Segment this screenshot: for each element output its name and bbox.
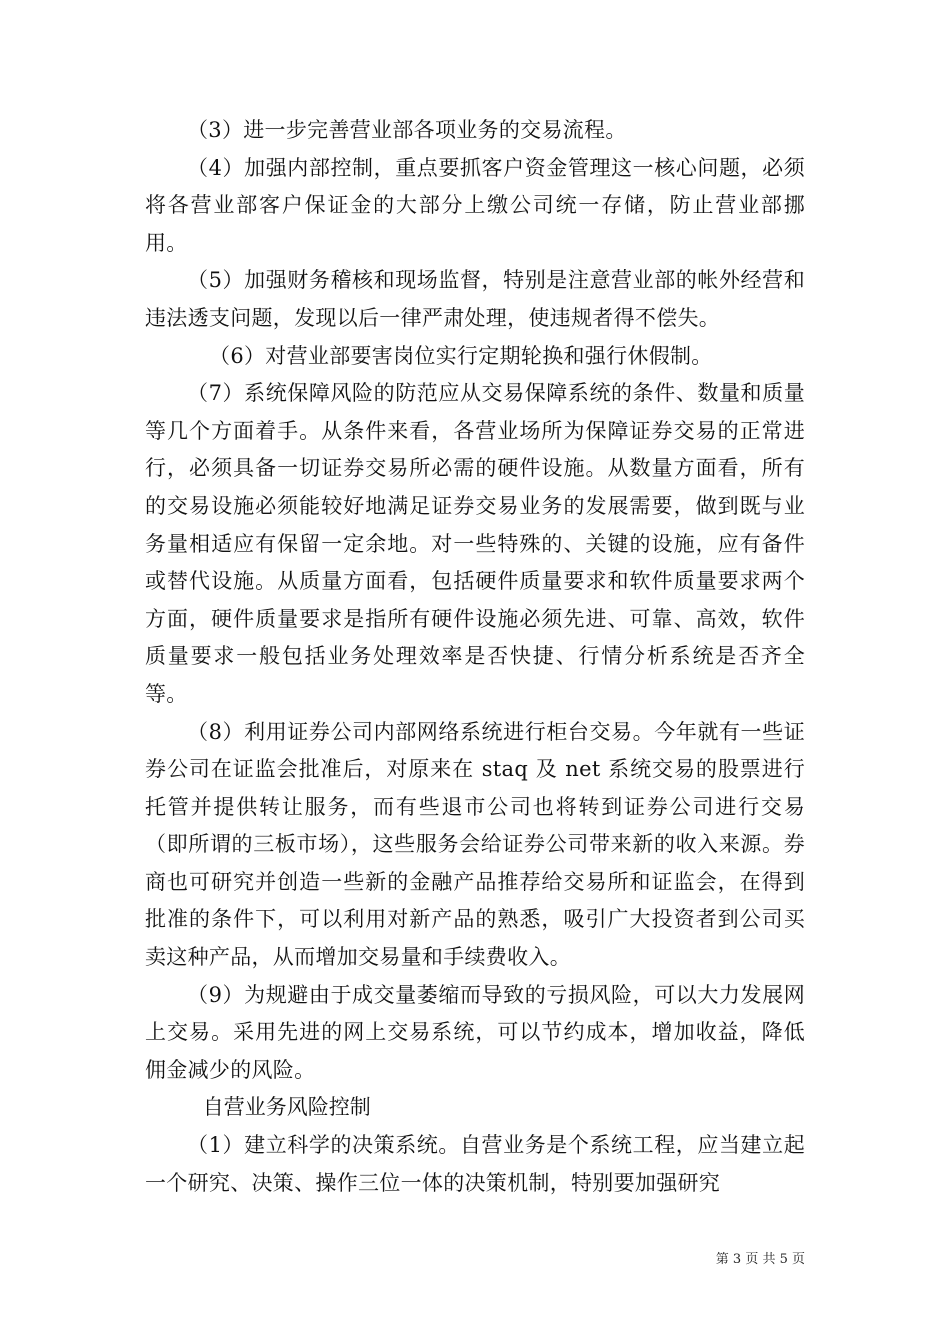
paragraph-item-8: （8）利用证券公司内部网络系统进行柜台交易。今年就有一些证券公司在证监会批准后，对原来在 staq 及 net 系统交易的股票进行托管并提供转让服务，而有些退市公司也将转到证券公司进行交易（即所谓的三板市场），这些服务会给证券公司带来新的收入来源。券商也可研究并创造一些新的金融产品推荐给交易所和证监会，在得到批准的条件下，可以利用对新产品的熟悉，吸引广大投资者到公司买卖这种产品，从而增加交易量和手续费收入。 — [145, 719, 805, 970]
paragraph-item-4: （4）加强内部控制，重点要抓客户资金管理这一核心问题，必须将各营业部客户保证金的大部分上缴公司统一存储，防止营业部挪用。 — [145, 155, 805, 255]
paragraph-item-7: （7）系统保障风险的防范应从交易保障系统的条件、数量和质量等几个方面着手。从条件来看，各营业场所为保障证券交易的正常进行，必须具备一切证券交易所必需的硬件设施。从数量方面看，所有的交易设施必须能较好地满足证券交易业务的发展需要，做到既与业务量相适应有保留一定余地。对一些特殊的、关键的设施，应有备件或替代设施。从质量方面看，包括硬件质量要求和软件质量要求两个方面，硬件质量要求是指所有硬件设施必须先进、可靠、高效，软件质量要求一般包括业务处理效率是否快捷、行情分析系统是否齐全等。 — [145, 381, 805, 706]
section-heading: 自营业务风险控制 — [202, 1095, 371, 1120]
paragraph-item-6: （6）对营业部要害岗位实行定期轮换和强行休假制。 — [209, 343, 713, 368]
paragraph-item-9: （9）为规避由于成交量萎缩而导致的亏损风险，可以大力发展网上交易。采用先进的网上交易系统，可以节约成本，增加收益，降低佣金减少的风险。 — [145, 982, 805, 1082]
paragraph-item-5: （5）加强财务稽核和现场监督，特别是注意营业部的帐外经营和违法透支问题，发现以后一律严肃处理，使违规者得不偿失。 — [145, 268, 805, 330]
section-paragraph-1: （1）建立科学的决策系统。自营业务是个系统工程，应当建立起一个研究、决策、操作三位一体的决策机制，特别要加强研究 — [145, 1133, 805, 1195]
paragraph-item-3: （3）进一步完善营业部各项业务的交易流程。 — [187, 118, 627, 142]
page-number-footer: 第 3 页 共 5 页 — [715, 1252, 805, 1267]
document-body — [145, 112, 805, 1202]
